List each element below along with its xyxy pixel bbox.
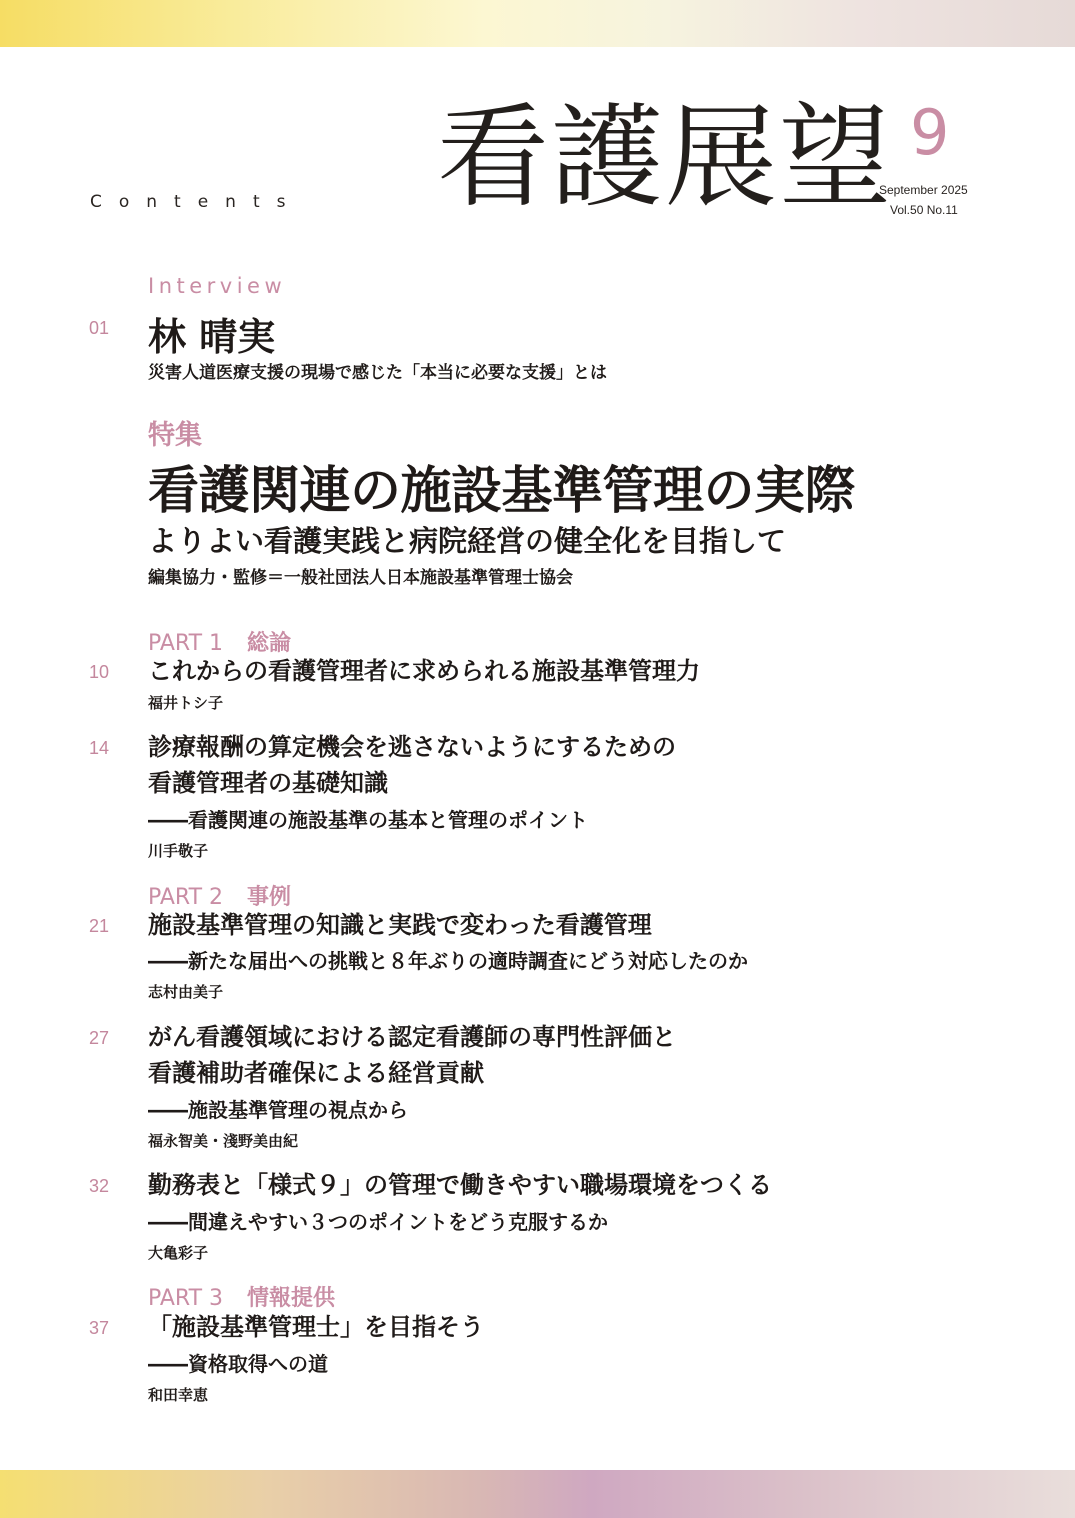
issue-info xyxy=(879,180,968,220)
article-author: 志村由美子 xyxy=(148,983,224,1001)
part-name: 事例 xyxy=(247,885,292,910)
article-title[interactable]: 「施設基準管理士」を目指そう xyxy=(148,1313,484,1341)
article-page-number: 37 xyxy=(89,1318,110,1338)
interview-label: Interview xyxy=(148,274,287,298)
contents-label: Contents xyxy=(90,192,303,212)
article-title[interactable]: 勤務表と「様式９」の管理で働きやすい職場環境をつくる xyxy=(148,1171,772,1199)
interview-name[interactable]: 林 晴実 xyxy=(148,315,276,359)
article-title[interactable]: がん看護領域における認定看護師の専門性評価と xyxy=(148,1023,676,1051)
article-subtitle: ――看護関連の施設基準の基本と管理のポイント xyxy=(148,808,588,832)
part-label: PART 2 xyxy=(148,885,224,910)
magazine-title: 看護展望 xyxy=(437,93,893,223)
issue-volume: Vol.50 No.11 xyxy=(890,203,958,217)
article-title[interactable]: 施設基準管理の知識と実践で変わった看護管理 xyxy=(148,911,652,939)
part-name: 情報提供 xyxy=(247,1286,336,1311)
article-title-line-2[interactable]: 看護補助者確保による経営貢献 xyxy=(148,1059,484,1087)
article-title-line-2[interactable]: 看護管理者の基礎知識 xyxy=(148,769,388,797)
article-author: 川手敬子 xyxy=(148,842,209,860)
article-subtitle: ――間違えやすい３つのポイントをどう克服するか xyxy=(148,1210,608,1234)
part-label: PART 3 xyxy=(148,1286,224,1311)
issue-number: 9 xyxy=(910,96,950,169)
article-page-number: 27 xyxy=(89,1028,110,1048)
feature-label: 特集 xyxy=(148,420,202,451)
issue-month: September 2025 xyxy=(879,183,968,197)
article-author: 福永智美・淺野美由紀 xyxy=(148,1132,299,1150)
top-decorative-band xyxy=(0,0,1075,47)
article-page-number: 10 xyxy=(89,662,110,682)
article-subtitle: ――施設基準管理の視点から xyxy=(148,1098,408,1122)
article-subtitle: ――新たな届出への挑戦と８年ぶりの適時調査にどう対応したのか xyxy=(148,949,748,973)
interview-page-number: 01 xyxy=(89,318,110,338)
article-author: 和田幸恵 xyxy=(148,1386,209,1404)
article-subtitle: ――資格取得への道 xyxy=(148,1352,328,1376)
article-page-number: 21 xyxy=(89,916,110,936)
article-author: 福井トシ子 xyxy=(148,694,224,712)
article-title[interactable]: これからの看護管理者に求められる施設基準管理力 xyxy=(148,657,700,685)
feature-editor: 編集協力・監修＝一般社団法人日本施設基準管理士協会 xyxy=(148,568,573,588)
article-page-number: 32 xyxy=(89,1176,110,1196)
article-author: 大亀彩子 xyxy=(148,1244,209,1262)
feature-title: 看護関連の施設基準管理の実際 xyxy=(148,462,856,521)
part-name: 総論 xyxy=(247,631,292,656)
part-heading xyxy=(148,1281,335,1312)
bottom-decorative-band xyxy=(0,1470,1075,1518)
feature-subtitle: よりよい看護実践と病院経営の健全化を目指して xyxy=(148,524,787,558)
article-page-number: 14 xyxy=(89,738,110,758)
interview-subtitle: 災害人道医療支援の現場で感じた「本当に必要な支援」とは xyxy=(148,363,607,383)
part-label: PART 1 xyxy=(148,631,224,656)
article-title[interactable]: 診療報酬の算定機会を逃さないようにするための xyxy=(148,733,676,761)
